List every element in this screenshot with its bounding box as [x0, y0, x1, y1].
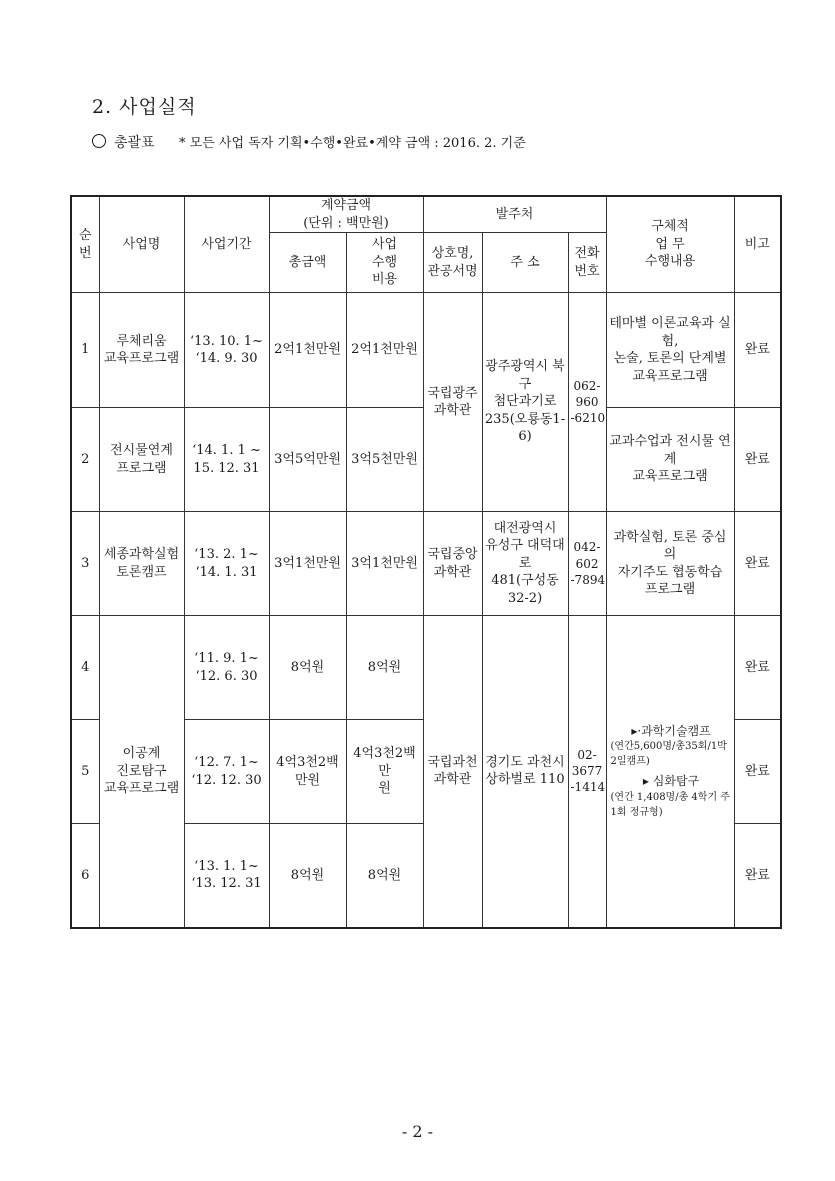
table-row — [71, 616, 781, 720]
detail-camp-sub: (연간5,600명/총35회/1박2일캠프) — [610, 741, 727, 768]
header-client-name: 상호명, 관공서명 — [423, 233, 482, 293]
page-number: - 2 - — [401, 1122, 434, 1141]
project-table — [70, 195, 782, 929]
header-total: 총금액 — [269, 233, 346, 293]
header-note: 비고 — [734, 196, 781, 293]
row-phone: 062-960 -6210 — [568, 293, 606, 512]
header-phone: 전화 번호 — [568, 233, 606, 293]
row-period: ‘13. 2. 1~ ‘14. 1. 31 — [184, 512, 269, 616]
detail-inquiry-title: ▸ 심화탐구 — [642, 774, 700, 789]
row-cost: 4억3천2백만 원 — [346, 720, 423, 824]
row-client-name: 국립과천 과학관 — [423, 616, 482, 928]
section-title: 2. 사업실적 — [92, 96, 197, 118]
row-name: 이공계 진로탐구 교육프로그램 — [99, 616, 184, 928]
row-period: ‘11. 9. 1~ ‘12. 6. 30 — [184, 616, 269, 720]
header-no: 순 번 — [71, 196, 99, 293]
row-no: 4 — [71, 616, 99, 720]
row-address: 광주광역시 북구 첨단과기로 235(오룡동1-6) — [482, 293, 568, 512]
header-detail: 구체적 업 무 수행내용 — [606, 196, 734, 293]
row-no: 3 — [71, 512, 99, 616]
row-cost: 8억원 — [346, 616, 423, 720]
row-note: 완료 — [734, 408, 781, 512]
row-total: 2억1천만원 — [269, 293, 346, 408]
row-phone: 02-3677 -1414 — [568, 616, 606, 928]
detail-camp-title: ▸·과학기술캠프 — [631, 724, 711, 739]
header-period: 사업기간 — [184, 196, 269, 293]
summary-label: 총괄표 — [114, 135, 155, 151]
row-no: 2 — [71, 408, 99, 512]
circle-bullet-icon — [92, 134, 106, 148]
row-total: 8억원 — [269, 616, 346, 720]
summary-line — [92, 132, 526, 152]
header-address: 주 소 — [482, 233, 568, 293]
detail-inquiry — [611, 773, 732, 819]
row-period: ‘14. 1. 1 ~ 15. 12. 31 — [184, 408, 269, 512]
detail-inquiry-sub: (연간 1,408명/총 4학기 주1회 정규형) — [610, 791, 730, 818]
row-no: 1 — [71, 293, 99, 408]
row-total: 8억원 — [269, 824, 346, 928]
row-total: 3억1천만원 — [269, 512, 346, 616]
row-client-name: 국립광주 과학관 — [423, 293, 482, 512]
header-client: 발주처 — [423, 196, 606, 233]
row-client-name: 국립중앙 과학관 — [423, 512, 482, 616]
row-cost: 2억1천만원 — [346, 293, 423, 408]
row-cost: 3억1천만원 — [346, 512, 423, 616]
row-detail — [606, 616, 734, 928]
row-phone: 042-602 -7894 — [568, 512, 606, 616]
row-cost: 3억5천만원 — [346, 408, 423, 512]
header-amount: 계약금액 (단위 : 백만원) — [269, 196, 423, 233]
row-period: ‘13. 10. 1~ ‘14. 9. 30 — [184, 293, 269, 408]
row-address: 대전광역시 유성구 대덕대로 481(구성동 32-2) — [482, 512, 568, 616]
row-detail: 교과수업과 전시물 연계 교육프로그램 — [606, 408, 734, 512]
row-detail: 과학실험, 토론 중심의 자기주도 협동학습 프로그램 — [606, 512, 734, 616]
table-row — [71, 293, 781, 408]
header-name: 사업명 — [99, 196, 184, 293]
row-address: 경기도 과천시 상하벌로 110 — [482, 616, 568, 928]
summary-note: * 모든 사업 독자 기획•수행•완료•계약 금액 : 2016. 2. 기준 — [179, 136, 526, 151]
row-period: ‘13. 1. 1~ ‘13. 12. 31 — [184, 824, 269, 928]
row-no: 5 — [71, 720, 99, 824]
row-name: 루체리움 교육프로그램 — [99, 293, 184, 408]
row-total: 3억5억만원 — [269, 408, 346, 512]
row-note: 완료 — [734, 616, 781, 720]
row-no: 6 — [71, 824, 99, 928]
detail-camp — [611, 723, 732, 769]
row-period: ‘12. 7. 1~ ‘12. 12. 30 — [184, 720, 269, 824]
row-note: 완료 — [734, 293, 781, 408]
header-cost: 사업 수행 비용 — [346, 233, 423, 293]
row-name: 전시물연계 프로그램 — [99, 408, 184, 512]
row-note: 완료 — [734, 720, 781, 824]
row-name: 세종과학실험 토론캠프 — [99, 512, 184, 616]
row-detail: 테마별 이론교육과 실험, 논술, 토론의 단계별 교육프로그램 — [606, 293, 734, 408]
row-total: 4억3천2백 만원 — [269, 720, 346, 824]
row-note: 완료 — [734, 824, 781, 928]
table-row — [71, 512, 781, 616]
row-note: 완료 — [734, 512, 781, 616]
row-cost: 8억원 — [346, 824, 423, 928]
